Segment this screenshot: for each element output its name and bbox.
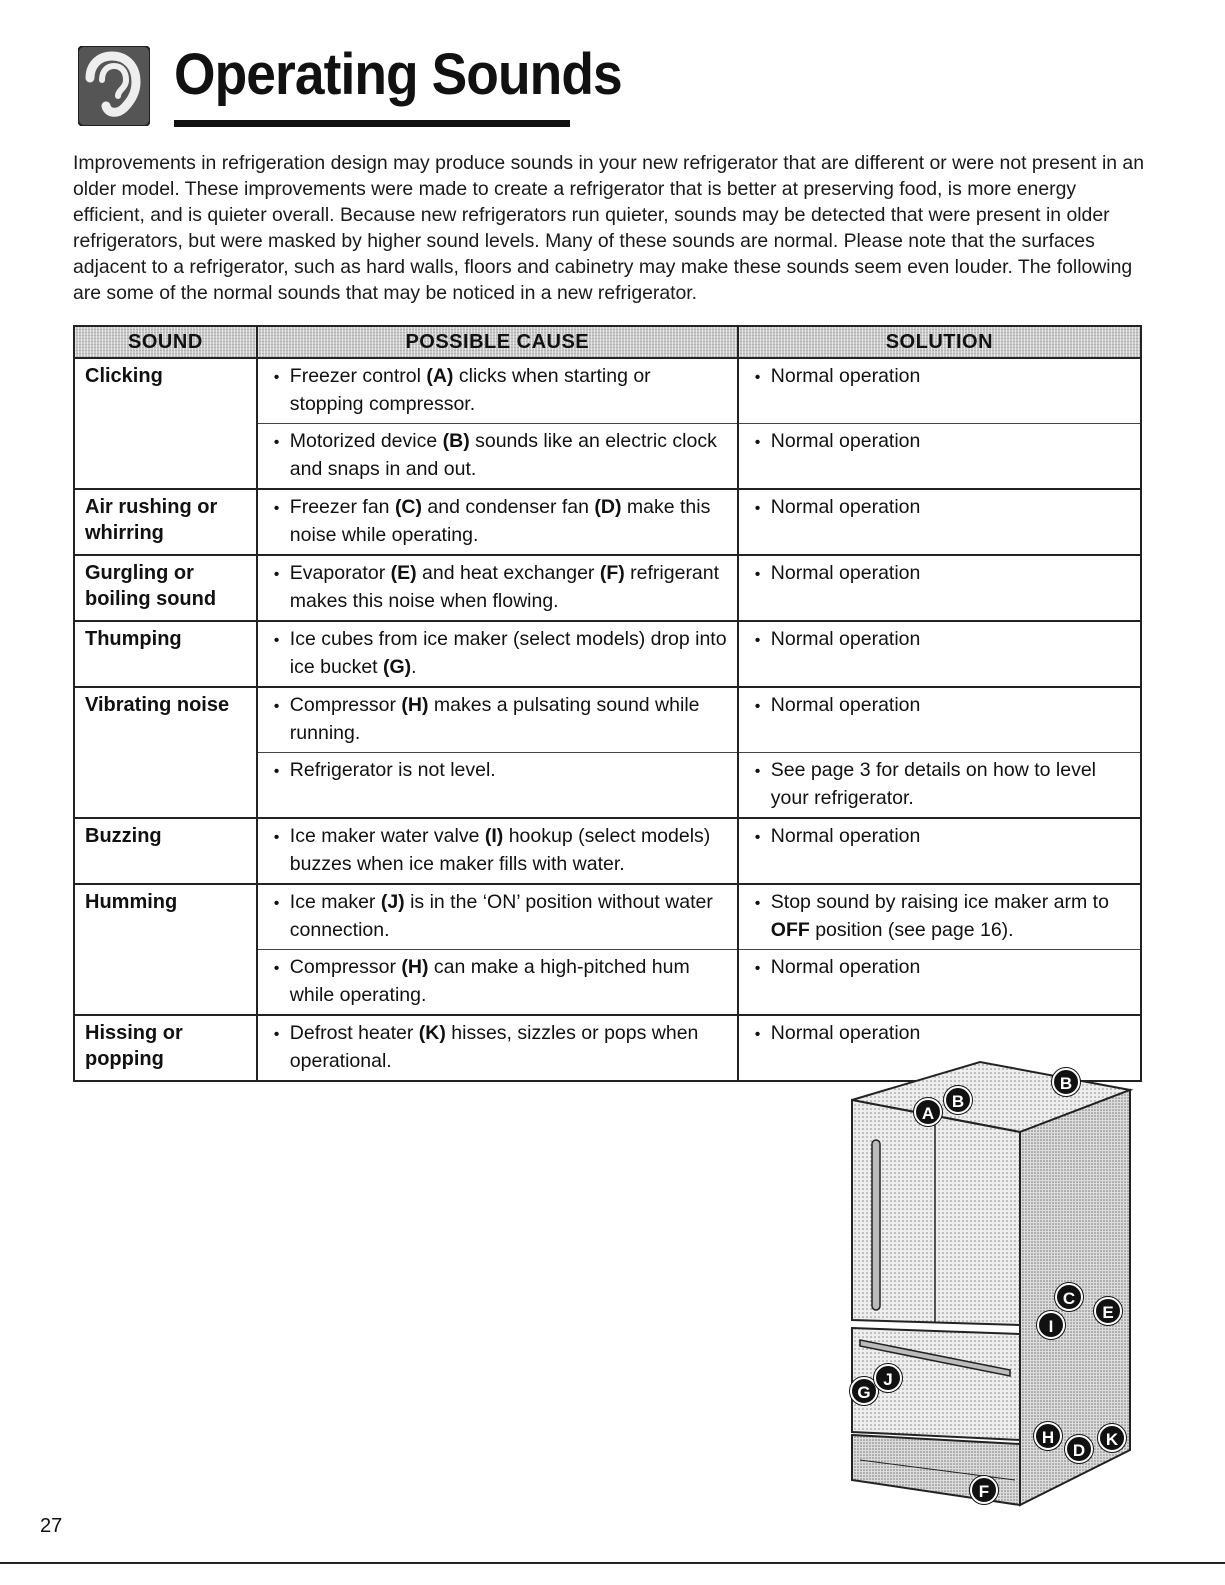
callout-b: B: [944, 1086, 972, 1114]
bullet-text: [749, 954, 1130, 982]
possible-cause-cell: [257, 818, 738, 884]
text-segment: clicks when starting or stopping compressor.: [289, 365, 651, 415]
bullet-text: [749, 889, 1130, 943]
text-segment: hookup (select models) buzzes when ice maker fills with water.: [289, 825, 711, 875]
callout-g: G: [850, 1377, 878, 1405]
refrigerator-illustration: [830, 1040, 1140, 1520]
solution-cell: [738, 950, 1141, 1016]
component-letter: (H): [401, 694, 429, 716]
header-possible-cause: POSSIBLE CAUSE: [257, 326, 738, 358]
callout-d: D: [1065, 1435, 1093, 1463]
sound-cell: Air rushing or whirring: [74, 489, 257, 555]
ear-icon: [78, 46, 150, 126]
sound-cell: Thumping: [74, 621, 257, 687]
text-segment: make this noise while operating.: [289, 496, 711, 546]
sound-cell: Clicking: [74, 358, 257, 489]
text-segment: Normal operation: [770, 496, 921, 518]
title-underline: [174, 120, 570, 127]
possible-cause-cell: [257, 1015, 738, 1081]
bullet-text: [268, 1020, 727, 1074]
table-row: [74, 555, 1141, 621]
text-segment: Motorized device: [289, 430, 443, 452]
sound-cell: Vibrating noise: [74, 687, 257, 818]
text-segment: refrigerant makes this noise when flowing.: [289, 562, 720, 612]
possible-cause-cell: [257, 621, 738, 687]
text-segment: Refrigerator is not level.: [289, 759, 496, 781]
possible-cause-cell: [257, 358, 738, 424]
possible-cause-cell: [257, 753, 738, 819]
possible-cause-cell: [257, 687, 738, 753]
callout-i: I: [1037, 1311, 1065, 1339]
bullet-text: [268, 363, 727, 417]
text-segment: Evaporator: [289, 562, 391, 584]
callout-k: K: [1098, 1424, 1126, 1452]
sound-cell: Buzzing: [74, 818, 257, 884]
possible-cause-cell: [257, 884, 738, 950]
bullet-text: [749, 692, 1130, 720]
text-segment: See page 3 for details on how to level your refrigerator.: [770, 759, 1096, 809]
solution-cell: [738, 555, 1141, 621]
solution-cell: [738, 424, 1141, 490]
text-segment: Ice maker: [289, 891, 381, 913]
text-segment: is in the ‘ON’ position without water connection.: [289, 891, 713, 941]
bullet-text: [268, 494, 727, 548]
bullet-text: [749, 823, 1130, 851]
table-row: [74, 489, 1141, 555]
table-row: [74, 621, 1141, 687]
possible-cause-cell: [257, 489, 738, 555]
bullet-text: [268, 560, 727, 614]
callout-a: A: [914, 1098, 942, 1126]
header-solution: SOLUTION: [738, 326, 1141, 358]
table-row: [74, 358, 1141, 424]
solution-cell: [738, 884, 1141, 950]
component-letter: (C): [394, 496, 423, 518]
component-letter: (A): [426, 365, 454, 387]
bullet-text: [749, 494, 1130, 522]
text-segment: makes a pulsating sound while running.: [289, 694, 700, 744]
bullet-text: [268, 428, 727, 482]
table-row: [74, 687, 1141, 753]
text-segment: Normal operation: [770, 430, 921, 452]
bullet-text: [749, 626, 1130, 654]
text-segment: can make a high-pitched hum while operating.: [289, 956, 690, 1006]
intro-paragraph: Improvements in refrigeration design may produce sounds in your new refrigerator that are different or were not present in an older model. These improvements were made to create a refrigerator that is better at preserving food, is more energy efficient, and is quieter overall. Because new refrigerators run quieter, sounds may be detected that were present in older refrigerators, but were masked by higher sound levels. Many of these sounds are normal. Please note that the surfaces adjacent to a refrigerator, such as hard walls, floors and cabinetry may make these sounds seem even louder. The following are some of the normal sounds that may be noticed in a new refrigerator.: [73, 152, 1145, 304]
table-row: [74, 884, 1141, 950]
text-segment: Normal operation: [770, 365, 921, 387]
page-header: [78, 38, 622, 128]
text-segment: Compressor: [289, 694, 402, 716]
table-header-row: [74, 326, 1141, 358]
component-letter: (B): [442, 430, 470, 452]
text-segment: and heat exchanger: [416, 562, 600, 584]
text-segment: Ice cubes from ice maker (select models) drop into ice bucket: [289, 628, 727, 678]
text-segment: sounds like an electric clock and snaps in and out.: [289, 430, 717, 480]
bullet-text: [268, 954, 727, 1008]
bullet-text: [749, 757, 1130, 811]
solution-cell: [738, 621, 1141, 687]
page-number: 27: [40, 1515, 63, 1537]
possible-cause-cell: [257, 555, 738, 621]
component-letter: (H): [401, 956, 429, 978]
text-segment: Freezer control: [289, 365, 427, 387]
component-letter: OFF: [770, 919, 810, 941]
table-body: [74, 358, 1141, 1081]
table-row: [74, 818, 1141, 884]
solution-cell: [738, 753, 1141, 819]
footer-divider: [0, 1562, 1225, 1564]
solution-cell: [738, 818, 1141, 884]
callout-b: B: [1052, 1068, 1080, 1096]
text-segment: and condenser fan: [422, 496, 595, 518]
bullet-text: [268, 692, 727, 746]
callout-f: F: [970, 1476, 998, 1504]
text-segment: Stop sound by raising ice maker arm to: [770, 891, 1109, 913]
header-sound: SOUND: [74, 326, 257, 358]
possible-cause-cell: [257, 424, 738, 490]
bullet-text: [749, 363, 1130, 391]
text-segment: .: [411, 656, 417, 678]
solution-cell: [738, 358, 1141, 424]
possible-cause-cell: [257, 950, 738, 1016]
component-letter: (D): [594, 496, 622, 518]
bullet-text: [749, 428, 1130, 456]
callout-c: C: [1055, 1283, 1083, 1311]
bullet-text: [268, 757, 727, 785]
text-segment: Compressor: [289, 956, 402, 978]
text-segment: Normal operation: [770, 562, 921, 584]
text-segment: Defrost heater: [289, 1022, 419, 1044]
sound-cell: Hissing or popping: [74, 1015, 257, 1081]
text-segment: Normal operation: [770, 694, 921, 716]
sound-cell: Humming: [74, 884, 257, 1015]
text-segment: Ice maker water valve: [289, 825, 485, 847]
text-segment: Normal operation: [770, 1022, 921, 1044]
text-segment: Normal operation: [770, 956, 921, 978]
callout-e: E: [1094, 1297, 1122, 1325]
bullet-text: [749, 560, 1130, 588]
text-segment: Normal operation: [770, 825, 921, 847]
callout-h: H: [1034, 1422, 1062, 1450]
component-letter: (E): [390, 562, 417, 584]
component-letter: (K): [418, 1022, 446, 1044]
component-letter: (J): [380, 891, 405, 913]
bullet-text: [268, 823, 727, 877]
text-segment: position (see page 16).: [809, 919, 1014, 941]
text-segment: Normal operation: [770, 628, 921, 650]
text-segment: hisses, sizzles or pops when operational.: [289, 1022, 699, 1072]
solution-cell: [738, 489, 1141, 555]
callout-j: J: [874, 1364, 902, 1392]
text-segment: Freezer fan: [289, 496, 395, 518]
page-title: Operating Sounds: [174, 42, 622, 107]
solution-cell: [738, 687, 1141, 753]
bullet-text: [268, 889, 727, 943]
component-letter: (G): [383, 656, 412, 678]
sound-cell: Gurgling or boiling sound: [74, 555, 257, 621]
bullet-text: [268, 626, 727, 680]
component-letter: (I): [484, 825, 504, 847]
operating-sounds-table: [73, 325, 1142, 1082]
component-letter: (F): [599, 562, 625, 584]
